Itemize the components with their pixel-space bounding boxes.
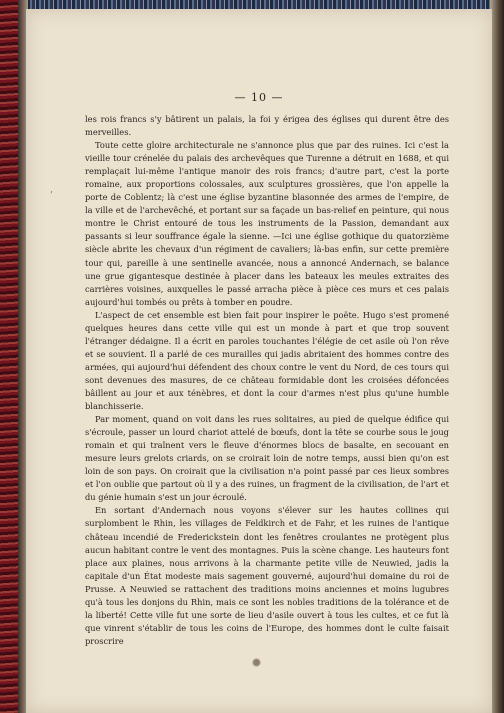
paragraph: les rois francs s'y bâtirent un palais, la foi y érigea des églises qui durent être des merveilles. [85,114,449,138]
paragraph: En sortant d'Andernach nous voyons s'élever sur les hautes collines qui surplombent le Rhin, les villages de Feldkirch et de Fahr, et les ruines de l'antique château incendié de Frederickstein dont les fenêtres croulantes ne protègent plus aucun habitant contre le vent des montagnes. Puis la scène change. Les hauteurs font place aux plaines, nous arrivons à la charmante petite ville de Neuwied, jadis la capitale d'un État modeste mais sagement gouverné, aujourd'hui domaine du roi de Prusse. A Neuwied se rattachent des traditions moins anciennes et moins lugubres qu'à tous les donjons du Rhin, mais ce sont les nobles traditions de la tolérance et de la liberté! Cette ville fut une sorte de lieu d'asile ouvert à tous les cultes, et ce fut là que vinrent s'établir de tous les coins de l'Europe, des hommes dont le culte faisait proscrire [85,505,449,646]
paragraph: L'aspect de cet ensemble est bien fait pour inspirer le poëte. Hugo s'est promené quelques heures dans cette ville qui est un monde à part et que trop souvent l'étranger dédaigne. Il a écrit en paroles touchantes l'élégie de cet asile où l'on rêve et se souvient. Il a parlé de ces murailles qui jadis abritaient des hommes contre des armées, qui aujourd'hui défendent des choux contre le vent du Nord, de ces tours qui sont devenues des masures, de ce château formidable dont les croisées défoncées bâillent au jour et aux ténèbres, et dont la cour d'armes n'est plus qu'une humble blanchisserie. [85,309,449,412]
body-text [85,113,449,648]
ink-stamp-dot [252,658,261,667]
top-binding-strip [0,0,504,9]
right-page-edge [490,0,504,713]
page-number: — 10 — [234,91,284,104]
paper-page [26,9,492,713]
marbled-page-edge [0,0,18,713]
paragraph: Par moment, quand on voit dans les rues solitaires, au pied de quelque édifice qui s'écroule, passer un lourd chariot attelé de bœufs, dont la tête se courbe sous le joug romain et qui traînent vers le fleuve d'énormes blocs de basalte, en secouant en mesure leurs grelots criards, on se croirait loin de notre temps, aussi bien qu'on est loin de son pays. On croirait que la civilisation n'a point passé par ces lieux sombres et l'on oublie que partout où il y a des ruines, un fragment de la civilisation, de l'art et du génie humain s'est un jour écroulé. [85,414,449,503]
margin-mark: , [50,184,54,195]
paragraph: Toute cette gloire architecturale ne s'annonce plus que par des ruines. Ici c'est la vieille tour crénelée du palais des archevêques que Turenne a détruit en 1688, et qui remplaçait lui-même l'antique manoir des rois francs; d'autre part, c'est la porte romaine, aux proportions colossales, aux sculptures grossières, que l'on appelle la porte de Coblentz; là c'est une église byzantine blasonnée des armes de l'empire, de la ville et de l'archevêché, et portant sur sa façade un bas-relief en peinture, qui nous montre le Christ entouré de tous les instruments de la Passion, demandant aux passants si leur souffrance égale la sienne. —Ici une église gothique du quatorzième siècle abrite les chevaux d'un régiment de cavaliers; là-bas enfin, sur cette première tour qui, pareille à une sentinelle avancée, nous a annoncé Andernach, se balance une grue gigantesque destinée à placer dans les bateaux les meules extraites des carrières voisines, auxquelles le passé arracha pièce à pièce ces murs et ces palais aujourd'hui tombés ou prêts à tomber en poudre. [85,140,449,307]
